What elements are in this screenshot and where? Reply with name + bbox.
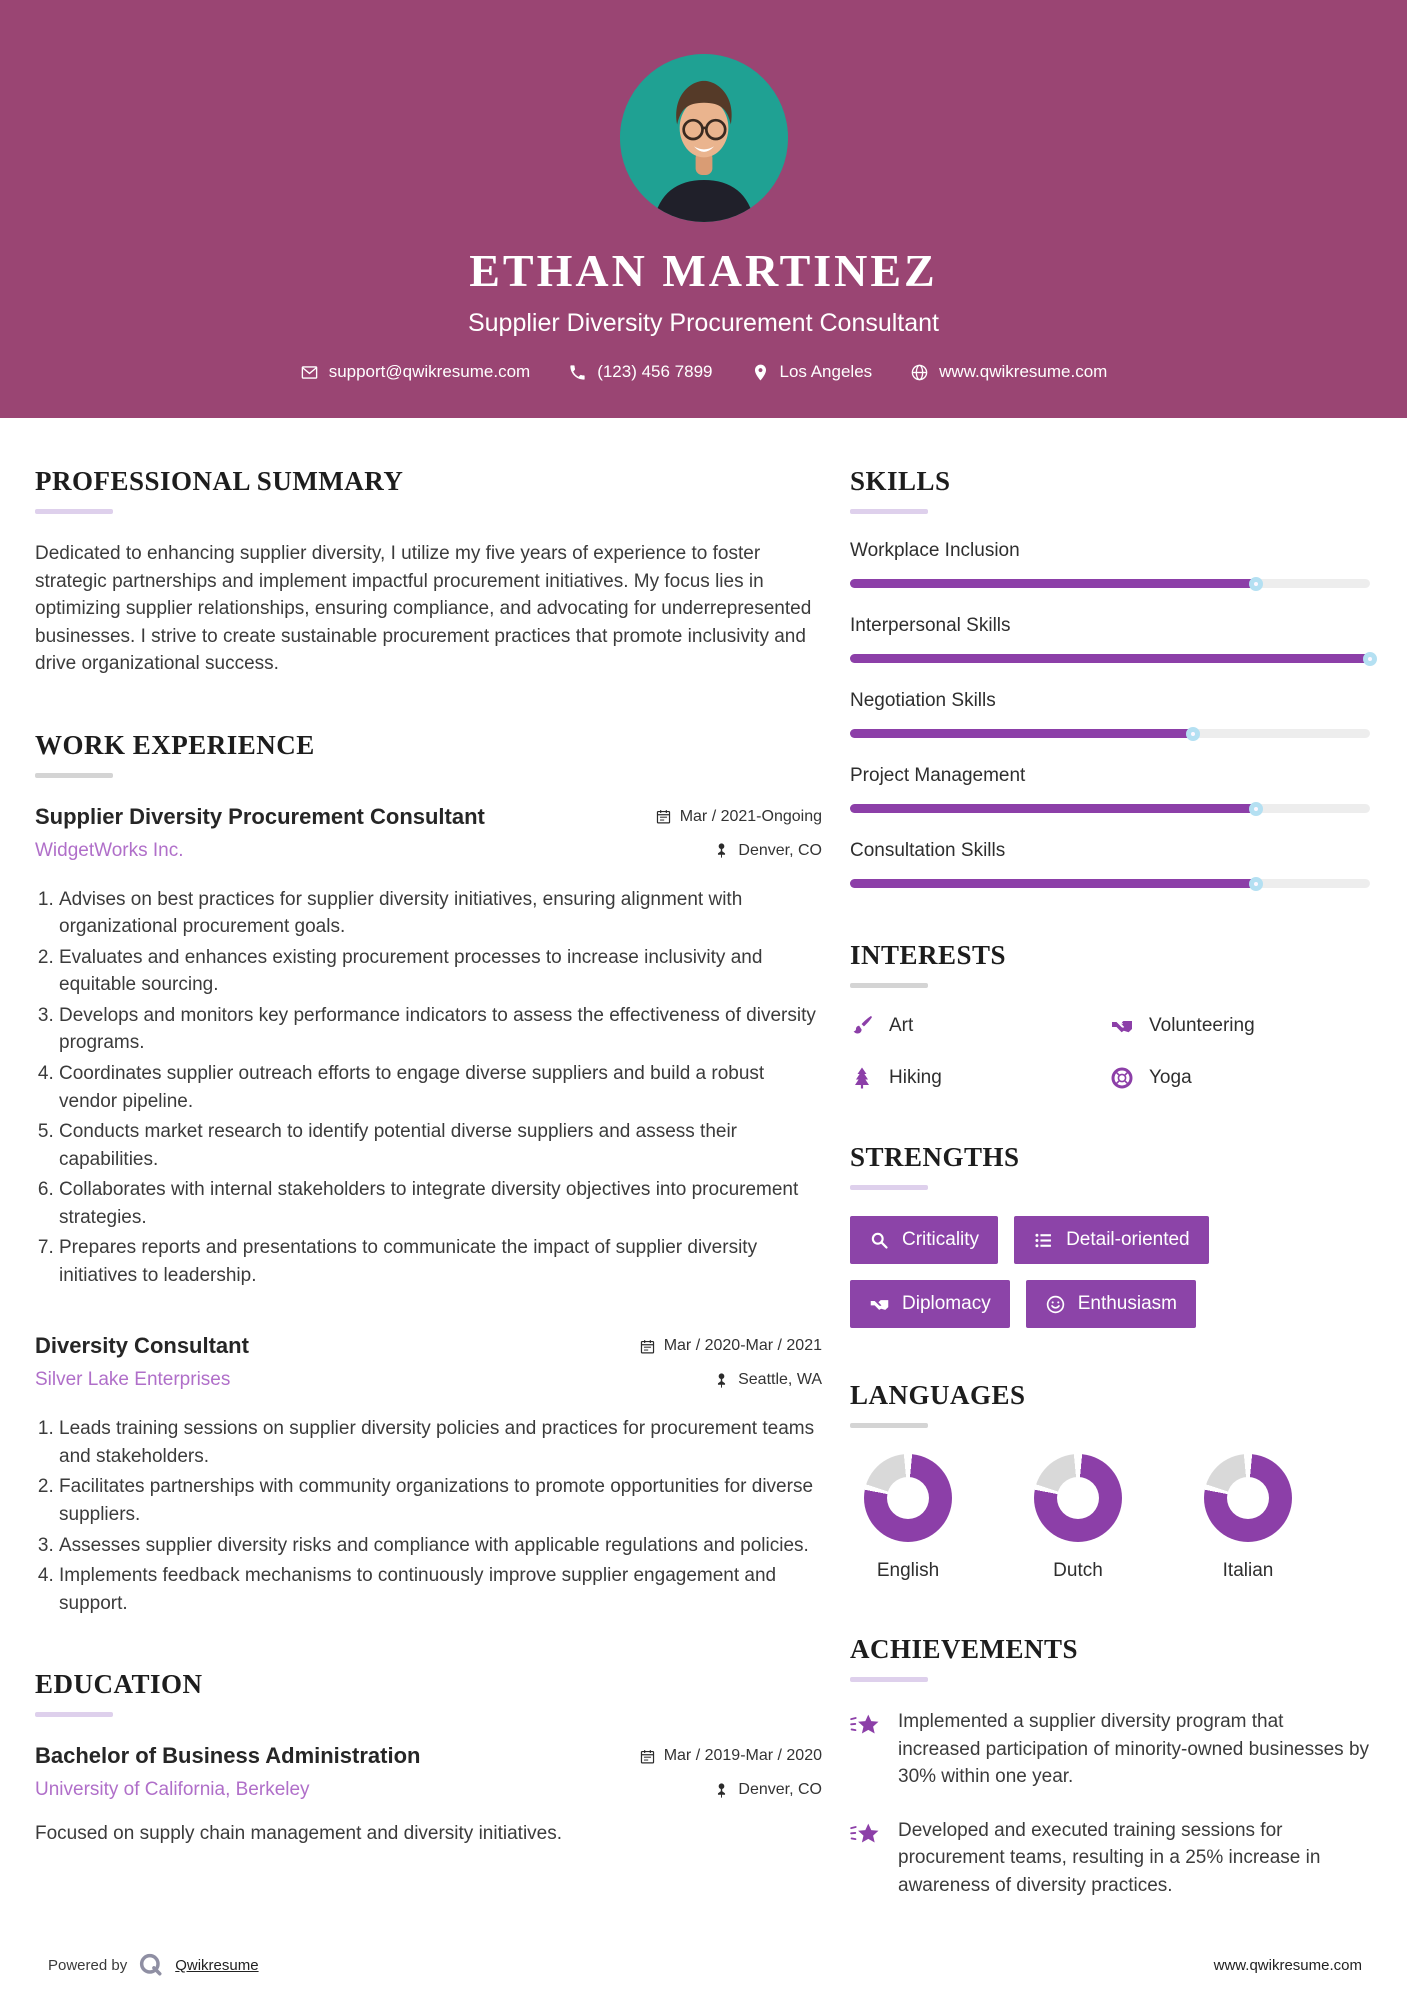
job-location-text: Seattle, WA [738, 1371, 822, 1389]
contact-phone-text: (123) 456 7899 [597, 362, 713, 381]
star-icon [850, 1819, 882, 1851]
section-underline [850, 509, 928, 514]
calendar-icon [639, 1748, 656, 1765]
section-heading: PROFESSIONAL SUMMARY [35, 466, 404, 496]
contact-website-text: www.qwikresume.com [939, 362, 1108, 381]
job-bullet: 7. Prepares reports and presentations to communicate the impact of supplier diversity initiatives to leadership. [59, 1234, 822, 1289]
strength-badge-detail-oriented[interactable] [1014, 1216, 1209, 1264]
strength-badge-enthusiasm[interactable] [1026, 1280, 1196, 1328]
skill-slider-track [850, 879, 1370, 888]
skill-slider-fill [850, 654, 1370, 663]
pushpin-icon [713, 1372, 730, 1389]
education-degree: Bachelor of Business Administration [35, 1743, 421, 1769]
achievement-item [850, 1817, 1370, 1900]
skill-slider-handle[interactable] [1363, 652, 1377, 666]
achievement-text: Developed and executed training sessions for procurement teams, resulting in a 25% increase in awareness of diversity practices. [898, 1819, 1321, 1896]
phone-icon [568, 363, 587, 382]
education-dates-text: Mar / 2019-Mar / 2020 [663, 1747, 822, 1765]
skills-section [850, 466, 1370, 888]
strengths-grid [850, 1216, 1370, 1328]
languages-row [850, 1454, 1370, 1582]
achievement-item [850, 1708, 1370, 1791]
section-underline [850, 1423, 928, 1428]
language-donut-chart [864, 1454, 952, 1542]
education-note: Focused on supply chain management and diversity initiatives. [35, 1823, 563, 1845]
right-column [850, 466, 1370, 1951]
job-bullet: 5. Conducts market research to identify potential diverse suppliers and assess their capabilities. [59, 1118, 822, 1173]
section-heading: INTERESTS [850, 940, 1007, 970]
job-dates-text: Mar / 2021-Ongoing [679, 807, 822, 825]
achievement-text: Implemented a supplier diversity program that increased participation of minority-owned businesses by 30% within one year. [898, 1711, 1370, 1788]
envelope-icon [300, 363, 319, 382]
paintbrush-icon [850, 1014, 874, 1038]
interests-section [850, 940, 1370, 1090]
footer-website-link[interactable]: www.qwikresume.com [1213, 1956, 1362, 1974]
job-location [713, 842, 822, 860]
skill-row [850, 615, 1370, 663]
calendar-icon [655, 808, 672, 825]
job-title: Diversity Consultant [35, 1333, 249, 1359]
job-bullet: 6. Collaborates with internal stakeholders to integrate diversity objectives into procurement strategies. [59, 1176, 822, 1231]
section-heading: SKILLS [850, 466, 951, 496]
language-item [864, 1454, 952, 1582]
powered-by-text: Powered by [48, 1956, 128, 1974]
list-icon [1033, 1230, 1054, 1251]
language-donut-chart [1034, 1454, 1122, 1542]
education-school[interactable]: University of California, Berkeley [35, 1779, 310, 1801]
interest-label: Art [889, 1015, 914, 1036]
section-underline [35, 773, 113, 778]
job-dates [639, 1337, 822, 1355]
smiley-icon [1045, 1294, 1066, 1315]
job-dates [655, 808, 822, 826]
language-label: English [876, 1560, 940, 1581]
professional-summary-section [35, 466, 822, 678]
skill-slider-fill [850, 729, 1193, 738]
contact-row [0, 362, 1407, 382]
job-bullet: 3. Develops and monitors key performance indicators to assess the effectiveness of diversity programs. [59, 1002, 822, 1057]
handshake-icon [869, 1294, 890, 1315]
strength-badge-criticality[interactable] [850, 1216, 998, 1264]
contact-location-text: Los Angeles [779, 362, 873, 381]
powered-by [48, 1951, 259, 1979]
job-company[interactable]: Silver Lake Enterprises [35, 1369, 231, 1391]
education-section [35, 1669, 822, 1845]
job-bullet: 4. Coordinates supplier outreach efforts to engage diverse suppliers and build a robust vendor pipeline. [59, 1060, 822, 1115]
section-heading: STRENGTHS [850, 1142, 1020, 1172]
section-heading: WORK EXPERIENCE [35, 729, 315, 760]
job-dates-text: Mar / 2020-Mar / 2021 [663, 1337, 822, 1355]
skill-slider-track [850, 579, 1370, 588]
achievements-section [850, 1634, 1370, 1899]
interest-item [850, 1014, 1110, 1038]
contact-website[interactable] [910, 362, 1107, 382]
strength-label: Criticality [902, 1229, 980, 1250]
interests-grid [850, 1014, 1370, 1090]
globe-icon [910, 363, 929, 382]
map-pin-icon [751, 363, 770, 382]
left-column [35, 466, 822, 1897]
education-dates [639, 1747, 822, 1765]
profile-photo-illustration [620, 54, 788, 222]
summary-text: Dedicated to enhancing supplier diversity, I utilize my five years of experience to foster strategic partnerships and implement impactful procurement initiatives. My focus lies in optimizing supplier relationships, ensuring compliance, and advocating for underrepresented businesses. I strive to create sustainable procurement practices that promote inclusivity and drive organizational success. [35, 543, 812, 675]
brand-link[interactable]: Qwikresume [175, 1956, 259, 1974]
job-bullet: 2. Facilitates partnerships with community organizations to promote opportunities for diverse suppliers. [59, 1473, 822, 1528]
skill-slider-handle[interactable] [1186, 727, 1200, 741]
job-bullet: 1. Leads training sessions on supplier diversity policies and practices for procurement teams and stakeholders. [59, 1415, 822, 1470]
skill-label: Workplace Inclusion [850, 540, 1020, 561]
section-underline [850, 983, 928, 988]
section-heading: ACHIEVEMENTS [850, 1634, 1079, 1664]
skill-slider-fill [850, 879, 1256, 888]
job-company[interactable]: WidgetWorks Inc. [35, 839, 184, 861]
job-header [35, 1333, 822, 1391]
footer [0, 1951, 1407, 1990]
job-bullet: 3. Assesses supplier diversity risks and compliance with applicable regulations and policies. [59, 1532, 822, 1560]
contact-phone[interactable] [568, 362, 712, 382]
skill-label: Negotiation Skills [850, 690, 996, 711]
skill-slider-fill [850, 579, 1256, 588]
language-item [1034, 1454, 1122, 1582]
header [0, 0, 1407, 418]
content-columns [0, 418, 1407, 1951]
contact-email[interactable] [300, 362, 531, 382]
candidate-title: Supplier Diversity Procurement Consultant [467, 309, 940, 337]
interest-item [1110, 1066, 1370, 1090]
job-bullet-list [35, 1415, 822, 1617]
handshake-icon [1110, 1014, 1134, 1038]
interest-label: Volunteering [1149, 1015, 1255, 1036]
skill-row [850, 540, 1370, 588]
section-heading: LANGUAGES [850, 1380, 1026, 1410]
calendar-icon [639, 1338, 656, 1355]
interest-item [1110, 1014, 1370, 1038]
star-icon [850, 1710, 882, 1742]
pushpin-icon [713, 842, 730, 859]
job-location [713, 1371, 822, 1389]
job-bullet-list [35, 886, 822, 1290]
work-experience-section [35, 730, 822, 1617]
skill-label: Project Management [850, 765, 1026, 786]
job-title: Supplier Diversity Procurement Consultant [35, 803, 485, 829]
job-bullet: 4. Implements feedback mechanisms to continuously improve supplier engagement and support. [59, 1562, 822, 1617]
education-location [713, 1781, 822, 1799]
interest-label: Yoga [1149, 1067, 1192, 1088]
strength-label: Diplomacy [902, 1293, 991, 1314]
section-underline [850, 1185, 928, 1190]
strength-label: Enthusiasm [1077, 1293, 1177, 1314]
skill-slider-track [850, 654, 1370, 663]
language-item [1204, 1454, 1292, 1582]
job-entry [35, 804, 822, 1290]
contact-location [751, 362, 873, 382]
profile-photo [620, 54, 788, 222]
language-label: Italian [1222, 1560, 1274, 1581]
skill-slider-track [850, 804, 1370, 813]
education-header [35, 1743, 822, 1801]
magnifier-icon [869, 1230, 890, 1251]
job-bullet: 1. Advises on best practices for supplier diversity initiatives, ensuring alignment with organizational procurement goals. [59, 886, 822, 941]
skill-row [850, 840, 1370, 888]
section-underline [35, 509, 113, 514]
languages-section [850, 1380, 1370, 1582]
section-underline [850, 1677, 928, 1682]
language-label: Dutch [1053, 1560, 1103, 1581]
section-underline [35, 1712, 113, 1717]
candidate-name: ETHAN MARTINEZ [469, 245, 938, 296]
qwikresume-logo [137, 1951, 165, 1979]
skill-slider-handle[interactable] [1249, 577, 1263, 591]
skill-slider-handle[interactable] [1249, 877, 1263, 891]
strength-badge-diplomacy[interactable] [850, 1280, 1010, 1328]
contact-email-text: support@qwikresume.com [328, 362, 531, 381]
language-donut-chart [1204, 1454, 1292, 1542]
lifebuoy-icon [1110, 1066, 1134, 1090]
skill-row [850, 765, 1370, 813]
skill-row [850, 690, 1370, 738]
interest-label: Hiking [889, 1067, 942, 1088]
pushpin-icon [713, 1782, 730, 1799]
tree-icon [850, 1066, 874, 1090]
job-bullet: 2. Evaluates and enhances existing procurement processes to increase inclusivity and equitable sourcing. [59, 944, 822, 999]
section-heading: EDUCATION [35, 1669, 203, 1700]
interest-item [850, 1066, 1110, 1090]
strengths-section [850, 1142, 1370, 1328]
skill-slider-track [850, 729, 1370, 738]
strength-label: Detail-oriented [1066, 1229, 1190, 1250]
skill-label: Interpersonal Skills [850, 615, 1011, 636]
skill-slider-handle[interactable] [1249, 802, 1263, 816]
skill-slider-fill [850, 804, 1256, 813]
job-location-text: Denver, CO [738, 841, 822, 859]
job-entry [35, 1333, 822, 1617]
education-location-text: Denver, CO [738, 1781, 822, 1799]
skill-label: Consultation Skills [850, 840, 1006, 861]
job-header [35, 804, 822, 862]
